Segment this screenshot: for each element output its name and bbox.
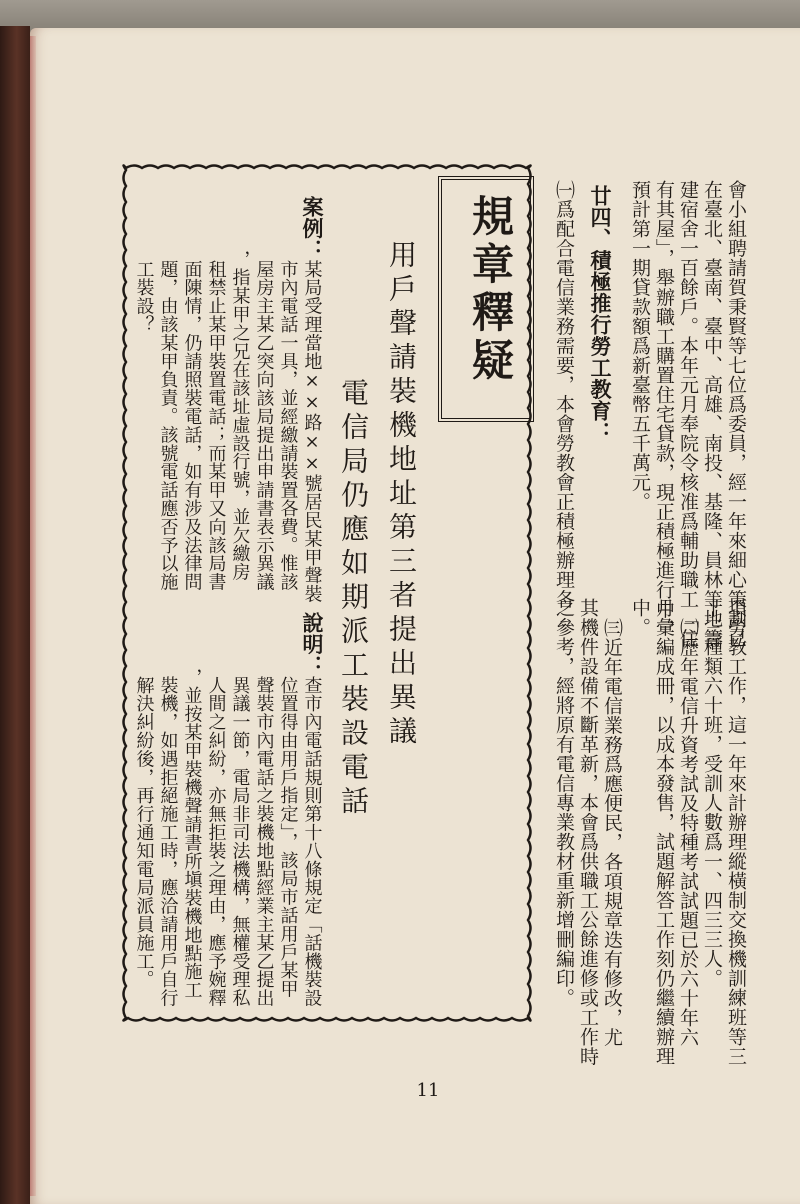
explain-line-3: 聲裝市內電話之裝機地點經業主某乙提出 (253, 676, 275, 1008)
page-number: 11 (416, 1080, 440, 1101)
case-line-7: 題，由該某甲負責。該號電話應否予以施 (157, 260, 179, 592)
right-col-lower-line-8: 之參考，經將原有電信專業教材重新增刪編印。 (553, 598, 575, 1008)
right-col-lower-line-7: 其機件設備不斷革新，本會爲供職工公餘進修或工作時 (577, 598, 599, 1066)
right-col-line-5: 預計第一期貸款額爲新臺幣五千萬元。 (629, 180, 651, 512)
case-label: 案例： (300, 196, 325, 261)
book-cover-spine (0, 26, 30, 1204)
right-col-line-8: ㈠爲配合電信業務需要，本會勞教會正積極辦理各 (553, 180, 575, 609)
right-col-line-1: 會小組聘請賀秉賢等七位爲委員，經一年來細心策劃已 (725, 180, 747, 648)
case-line-1: 某局受理當地××路××號居民某甲聲裝 (301, 260, 323, 604)
page-edge-shadow (30, 36, 36, 1196)
explain-line-6: ，並按某甲裝機聲請書所塡裝機地點施工 (181, 668, 203, 1000)
headline-2: 電信局仍應如期派工裝設電話 (337, 378, 370, 820)
title-box (438, 176, 534, 422)
case-line-2: 市內電話一具，並經繳請裝置各費。惟該 (277, 260, 299, 592)
explain-line-5: 人間之糾紛，亦無拒裝之理由，應予婉釋 (205, 676, 227, 1008)
explain-line-8: 解決糾紛後，再行通知電局派員施工。 (133, 676, 155, 989)
headline-1: 用戶聲請裝機地址第三者提出異議 (385, 240, 418, 750)
case-line-3: 屋房主某乙突向該局提出申請書表示異議 (253, 260, 275, 592)
right-col-lower-line-6: ㈢近年電信業務爲應便民，各項規章迭有修改，尤 (601, 618, 623, 1047)
right-col-line-4: 有其屋」，舉辦職工購置住宅貸款，現正積極進行中， (653, 180, 675, 639)
right-col-line-3: 建宿舍一百餘戶。本年元月奉院令核准爲輔助職工「住 (677, 180, 699, 648)
case-line-6: 面陳情，仍請照裝電話，如有涉及法律問 (181, 260, 203, 592)
case-line-8: 工裝設？ (133, 260, 155, 334)
explain-line-4: 異議一節，電局非司法機構，無權受理私 (229, 676, 251, 1008)
explain-line-2: 位置得由用戶指定」，該局市話用戶某甲 (277, 676, 299, 999)
right-col-lower-line-1: 項勞教工作，這一年來計辦理縱橫制交換機訓練班等三 (725, 598, 747, 1066)
case-line-4: ，指某甲之兄在該址虛設行號，並欠繳房 (229, 250, 251, 582)
right-col-lower-line-2: 十三種類六十班，受訓人數爲一、四三三人。 (701, 598, 723, 988)
explain-label: 說明： (300, 612, 325, 677)
right-col-lower-line-3: ㈡歷年電信升資考試及特種考試試題已於六十年六 (677, 618, 699, 1047)
right-col-line-2: 在臺北、臺南、臺中、高雄、南投、基隆、員林等地籌 (701, 180, 723, 648)
right-col-lower-line-4: 月彙編成冊，以成本發售，試題解答工作刻仍繼續辦理 (653, 598, 675, 1066)
case-line-5: 租禁止某甲裝置電話；而某甲又向該局書 (205, 260, 227, 592)
section-heading-24: 廿四、積極推行勞工教育： (588, 185, 613, 443)
article-title: 規章釋疑 (466, 194, 515, 386)
explain-line-1: 查市內電話規則第十八條規定「話機裝設 (301, 676, 323, 1008)
right-col-lower-line-5: 中。 (629, 598, 651, 637)
explain-line-7: 裝機，如遇拒絕施工時，應洽請用戶自行 (157, 676, 179, 1008)
